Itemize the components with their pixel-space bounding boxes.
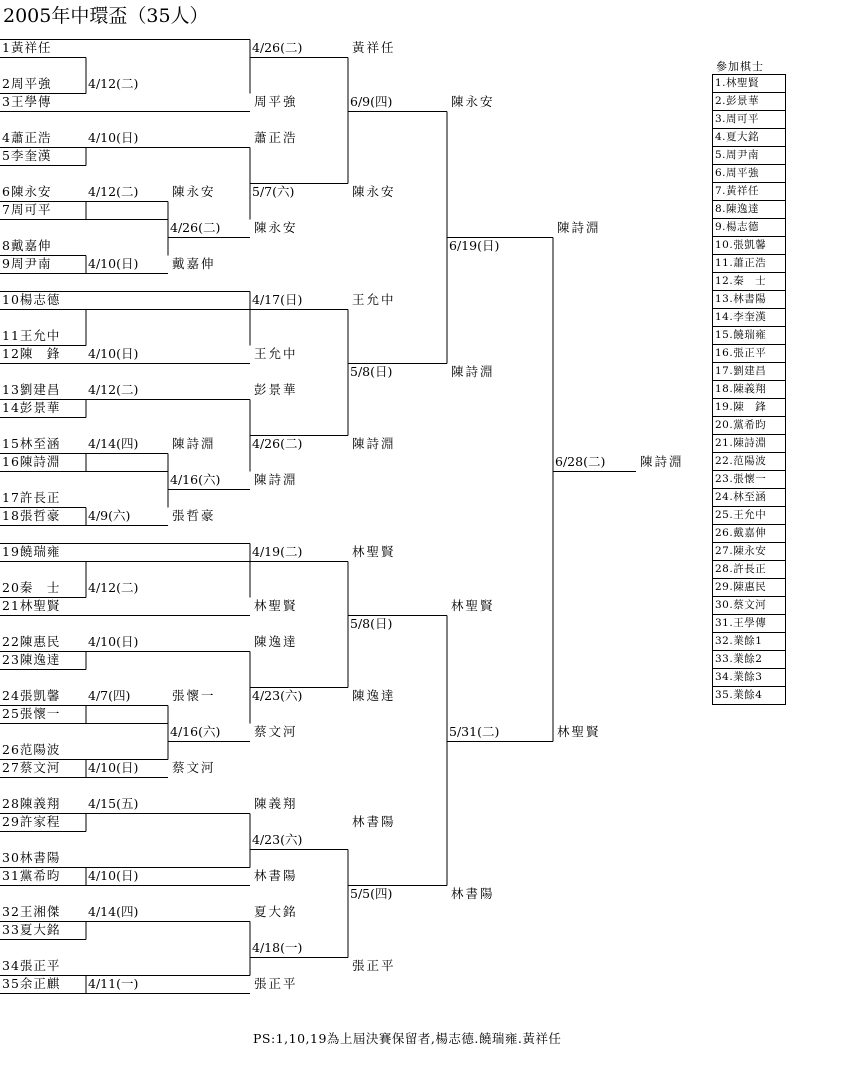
match-winner: 黃祥任 bbox=[352, 40, 396, 55]
legend-item: 26.戴嘉伸 bbox=[713, 525, 785, 543]
match-date: 4/11(一) bbox=[88, 976, 139, 991]
player-entry: 13劉建昌 bbox=[2, 382, 61, 397]
legend-item: 29.陳惠民 bbox=[713, 579, 785, 597]
match-date: 4/16(六) bbox=[170, 724, 221, 739]
legend-item: 23.張懷一 bbox=[713, 471, 785, 489]
player-entry: 29許家程 bbox=[2, 814, 61, 829]
match-winner: 林聖賢 bbox=[254, 598, 298, 613]
match-date: 4/17(日) bbox=[252, 292, 303, 307]
player-entry: 8戴嘉伸 bbox=[2, 238, 52, 253]
legend-item: 3.周可平 bbox=[713, 111, 785, 129]
legend-item: 27.陳永安 bbox=[713, 543, 785, 561]
legend-item: 15.饒瑞雍 bbox=[713, 327, 785, 345]
player-entry: 26范陽波 bbox=[2, 742, 61, 757]
legend-item: 12.秦 士 bbox=[713, 273, 785, 291]
match-date: 4/10(日) bbox=[88, 868, 139, 883]
match-date: 5/7(六) bbox=[252, 184, 295, 199]
legend-item: 1.林聖賢 bbox=[713, 75, 785, 93]
match-winner: 陳詩淵 bbox=[557, 220, 601, 235]
player-entry: 33夏大銘 bbox=[2, 922, 61, 937]
legend-item: 18.陳義翔 bbox=[713, 381, 785, 399]
player-entry: 23陳逸達 bbox=[2, 652, 61, 667]
match-winner: 陳逸達 bbox=[352, 688, 396, 703]
match-winner: 夏大銘 bbox=[254, 904, 298, 919]
player-entry: 4蕭正浩 bbox=[2, 130, 52, 145]
match-winner: 彭景華 bbox=[254, 382, 298, 397]
match-winner: 陳永安 bbox=[172, 184, 216, 199]
match-date: 4/12(二) bbox=[88, 382, 139, 397]
match-date: 4/10(日) bbox=[88, 130, 139, 145]
player-entry: 1黃祥任 bbox=[2, 40, 52, 55]
legend-item: 30.蔡文河 bbox=[713, 597, 785, 615]
player-entry: 28陳義翔 bbox=[2, 796, 61, 811]
player-entry: 30林書陽 bbox=[2, 850, 61, 865]
match-winner: 陳永安 bbox=[254, 220, 298, 235]
match-date: 4/9(六) bbox=[88, 508, 131, 523]
legend-item: 31.王學傳 bbox=[713, 615, 785, 633]
match-winner: 張哲豪 bbox=[172, 508, 216, 523]
match-date: 4/14(四) bbox=[88, 904, 139, 919]
match-winner: 陳詩淵 bbox=[172, 436, 216, 451]
player-entry: 18張哲豪 bbox=[2, 508, 61, 523]
player-entry: 21林聖賢 bbox=[2, 598, 61, 613]
match-date: 5/8(日) bbox=[350, 616, 393, 631]
legend-item: 13.林書陽 bbox=[713, 291, 785, 309]
match-date: 4/15(五) bbox=[88, 796, 139, 811]
match-date: 4/16(六) bbox=[170, 472, 221, 487]
match-date: 4/23(六) bbox=[252, 832, 303, 847]
legend-item: 33.業餘2 bbox=[713, 651, 785, 669]
match-winner: 陳永安 bbox=[352, 184, 396, 199]
legend-item: 21.陳詩淵 bbox=[713, 435, 785, 453]
player-entry: 6陳永安 bbox=[2, 184, 52, 199]
match-date: 4/26(二) bbox=[252, 40, 303, 55]
legend-title: 參加棋士 bbox=[716, 60, 764, 73]
match-date: 4/26(二) bbox=[170, 220, 221, 235]
legend-item: 7.黃祥任 bbox=[713, 183, 785, 201]
match-winner: 張懷一 bbox=[172, 688, 216, 703]
match-date: 5/31(二) bbox=[449, 724, 500, 739]
match-winner: 林書陽 bbox=[451, 886, 495, 901]
player-entry: 32王湘傑 bbox=[2, 904, 61, 919]
player-entry: 2周平強 bbox=[2, 76, 52, 91]
legend-item: 28.許長正 bbox=[713, 561, 785, 579]
player-entry: 35余正麒 bbox=[2, 976, 61, 991]
legend-item: 19.陳 鋒 bbox=[713, 399, 785, 417]
match-winner: 林聖賢 bbox=[557, 724, 601, 739]
match-date: 5/5(四) bbox=[350, 886, 393, 901]
player-entry: 14彭景華 bbox=[2, 400, 61, 415]
final-date: 6/28(二) bbox=[555, 454, 606, 469]
player-entry: 15林至涵 bbox=[2, 436, 61, 451]
legend-item: 35.業餘4 bbox=[713, 687, 785, 705]
match-date: 6/19(日) bbox=[449, 238, 500, 253]
match-winner: 周平強 bbox=[254, 94, 298, 109]
participant-legend bbox=[712, 74, 786, 705]
legend-item: 34.業餘3 bbox=[713, 669, 785, 687]
match-winner: 王允中 bbox=[352, 292, 396, 307]
player-entry: 22陳惠民 bbox=[2, 634, 61, 649]
match-date: 4/7(四) bbox=[88, 688, 131, 703]
player-entry: 10楊志德 bbox=[2, 292, 61, 307]
match-date: 4/10(日) bbox=[88, 760, 139, 775]
match-date: 4/12(二) bbox=[88, 184, 139, 199]
match-winner: 陳逸達 bbox=[254, 634, 298, 649]
match-winner: 林書陽 bbox=[352, 814, 396, 829]
legend-item: 17.劉建昌 bbox=[713, 363, 785, 381]
match-winner: 張正平 bbox=[254, 976, 298, 991]
player-entry: 25張懷一 bbox=[2, 706, 61, 721]
player-entry: 24張凱馨 bbox=[2, 688, 61, 703]
player-entry: 9周尹南 bbox=[2, 256, 52, 271]
player-entry: 16陳詩淵 bbox=[2, 454, 61, 469]
match-winner: 王允中 bbox=[254, 346, 298, 361]
match-winner: 林聖賢 bbox=[352, 544, 396, 559]
match-winner: 林聖賢 bbox=[451, 598, 495, 613]
legend-item: 4.夏大銘 bbox=[713, 129, 785, 147]
legend-item: 20.黨希昀 bbox=[713, 417, 785, 435]
player-entry: 12陳 鋒 bbox=[2, 346, 61, 361]
match-winner: 戴嘉伸 bbox=[172, 256, 216, 271]
match-date: 4/10(日) bbox=[88, 346, 139, 361]
legend-item: 8.陳逸達 bbox=[713, 201, 785, 219]
legend-item: 24.林至涵 bbox=[713, 489, 785, 507]
match-winner: 陳詩淵 bbox=[254, 472, 298, 487]
match-winner: 陳永安 bbox=[451, 94, 495, 109]
match-date: 4/14(四) bbox=[88, 436, 139, 451]
legend-item: 16.張正平 bbox=[713, 345, 785, 363]
match-date: 4/26(二) bbox=[252, 436, 303, 451]
player-entry: 34張正平 bbox=[2, 958, 61, 973]
match-winner: 蕭正浩 bbox=[254, 130, 298, 145]
legend-item: 5.周尹南 bbox=[713, 147, 785, 165]
match-date: 6/9(四) bbox=[350, 94, 393, 109]
legend-item: 14.李奎漢 bbox=[713, 309, 785, 327]
match-winner: 張正平 bbox=[352, 958, 396, 973]
match-date: 4/12(二) bbox=[88, 76, 139, 91]
match-date: 4/19(二) bbox=[252, 544, 303, 559]
match-date: 4/23(六) bbox=[252, 688, 303, 703]
legend-item: 25.王允中 bbox=[713, 507, 785, 525]
legend-item: 9.楊志德 bbox=[713, 219, 785, 237]
match-winner: 陳詩淵 bbox=[352, 436, 396, 451]
footnote: PS:1,10,19為上屆決賽保留者,楊志德.饒瑞雍.黃祥任 bbox=[253, 1031, 562, 1046]
page-title: 2005年中環盃（35人） bbox=[3, 5, 209, 27]
player-entry: 17許長正 bbox=[2, 490, 61, 505]
player-entry: 5李奎漢 bbox=[2, 148, 52, 163]
legend-item: 10.張凱馨 bbox=[713, 237, 785, 255]
match-date: 4/18(一) bbox=[252, 940, 303, 955]
match-date: 4/10(日) bbox=[88, 256, 139, 271]
player-entry: 31黨希昀 bbox=[2, 868, 61, 883]
legend-item: 22.范陽波 bbox=[713, 453, 785, 471]
champion-name: 陳詩淵 bbox=[640, 454, 684, 469]
player-entry: 11王允中 bbox=[2, 328, 61, 343]
match-winner: 陳詩淵 bbox=[451, 364, 495, 379]
match-date: 4/10(日) bbox=[88, 634, 139, 649]
legend-item: 11.蕭正浩 bbox=[713, 255, 785, 273]
player-entry: 19饒瑞雍 bbox=[2, 544, 61, 559]
match-winner: 林書陽 bbox=[254, 868, 298, 883]
legend-item: 2.彭景華 bbox=[713, 93, 785, 111]
match-winner: 蔡文河 bbox=[254, 724, 298, 739]
player-entry: 3王學傳 bbox=[2, 94, 52, 109]
player-entry: 27蔡文河 bbox=[2, 760, 61, 775]
match-date: 4/12(二) bbox=[88, 580, 139, 595]
match-date: 5/8(日) bbox=[350, 364, 393, 379]
match-winner: 陳義翔 bbox=[254, 796, 298, 811]
legend-item: 32.業餘1 bbox=[713, 633, 785, 651]
legend-item: 6.周平強 bbox=[713, 165, 785, 183]
player-entry: 20秦 士 bbox=[2, 580, 61, 595]
match-winner: 蔡文河 bbox=[172, 760, 216, 775]
player-entry: 7周可平 bbox=[2, 202, 52, 217]
